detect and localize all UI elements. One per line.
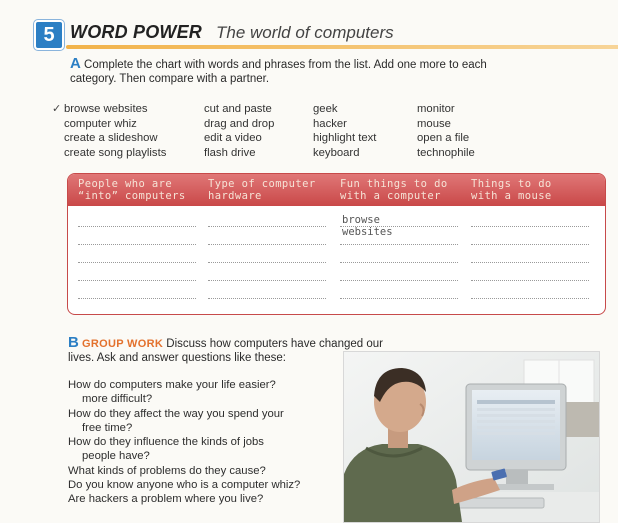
chart-column-header: Type of computer hardware <box>208 178 316 202</box>
answer-line[interactable] <box>78 226 196 227</box>
group-work-label: GROUP WORK <box>82 338 164 350</box>
question-continuation: people have? <box>82 450 150 463</box>
question: How do computers make your life easier? <box>68 379 276 391</box>
word-item: keyboard <box>313 146 360 159</box>
word-list-column <box>204 102 313 160</box>
category-chart <box>67 173 606 315</box>
man-at-computer-photo <box>343 351 600 523</box>
answer-line[interactable] <box>208 244 326 245</box>
exercise-a-text: Complete the chart with words and phrases from the list. Add one more to each category. Then compare with a partner. <box>70 59 487 85</box>
question: What kinds of problems do they cause? <box>68 464 266 477</box>
word-item: technophile <box>417 146 475 159</box>
word-list-column <box>417 102 527 160</box>
word-item: computer whiz <box>64 117 137 130</box>
word-item: flash drive <box>204 146 256 159</box>
word-item: cut and paste <box>204 103 272 115</box>
word-list-column <box>52 102 204 160</box>
exercise-b-text: Discuss how computers have changed our lives. Ask and answer questions like these: <box>68 338 383 364</box>
title-underline <box>66 45 618 49</box>
chart-column-header: Things to do with a mouse <box>471 178 552 202</box>
question: How do they affect the way you spend your <box>68 407 284 420</box>
photo-illustration <box>344 352 599 522</box>
word-item: mouse <box>417 117 451 130</box>
word-item: edit a video <box>204 132 262 144</box>
answer-line[interactable] <box>208 280 326 281</box>
answer-line[interactable] <box>78 244 196 245</box>
question-continuation: more difficult? <box>82 393 153 406</box>
answer-line[interactable] <box>340 244 458 245</box>
answer-line[interactable] <box>208 226 326 227</box>
answer-line[interactable] <box>340 262 458 263</box>
word-item: highlight text <box>313 132 377 144</box>
question: How do they influence the kinds of jobs <box>68 436 264 449</box>
answer-line[interactable] <box>471 298 589 299</box>
word-item: geek <box>313 103 338 115</box>
word-item: hacker <box>313 117 347 130</box>
answer-line[interactable] <box>471 226 589 227</box>
answer-line[interactable] <box>78 262 196 263</box>
word-item: create a slideshow <box>64 132 158 144</box>
exercise-b-letter: B <box>68 334 79 351</box>
answer-line[interactable] <box>208 298 326 299</box>
question: Do you know anyone who is a computer whiz? <box>68 479 301 492</box>
answer-line[interactable] <box>471 262 589 263</box>
word-item: drag and drop <box>204 117 275 130</box>
example-entry: browse websites <box>342 214 393 238</box>
answer-line[interactable] <box>471 280 589 281</box>
page-subtitle: The world of computers <box>216 23 394 42</box>
checkmark-icon: ✓ <box>52 103 62 115</box>
answer-line[interactable] <box>340 226 458 227</box>
answer-line[interactable] <box>340 298 458 299</box>
exercise-b-instructions <box>68 336 388 365</box>
answer-line[interactable] <box>471 244 589 245</box>
page-title: WORD POWER <box>70 22 202 42</box>
section-header <box>26 14 610 50</box>
word-item: open a file <box>417 132 470 144</box>
word-list-column <box>313 102 417 160</box>
chart-column-header: People who are “into” computers <box>78 178 186 202</box>
question-continuation: free time? <box>82 421 133 434</box>
exercise-a-instructions <box>70 57 510 86</box>
word-list <box>52 102 534 160</box>
discussion-questions <box>68 378 338 507</box>
answer-line[interactable] <box>208 262 326 263</box>
exercise-a-letter: A <box>70 55 81 72</box>
word-item: create song playlists <box>64 146 167 159</box>
word-item: ✓ browse websites <box>52 103 148 115</box>
question: Are hackers a problem where you live? <box>68 493 264 506</box>
answer-line[interactable] <box>78 280 196 281</box>
answer-line[interactable] <box>340 280 458 281</box>
answer-line[interactable] <box>78 298 196 299</box>
chart-column-header: Fun things to do with a computer <box>340 178 448 202</box>
word-item: monitor <box>417 103 455 115</box>
section-number-badge: 5 <box>34 20 64 50</box>
